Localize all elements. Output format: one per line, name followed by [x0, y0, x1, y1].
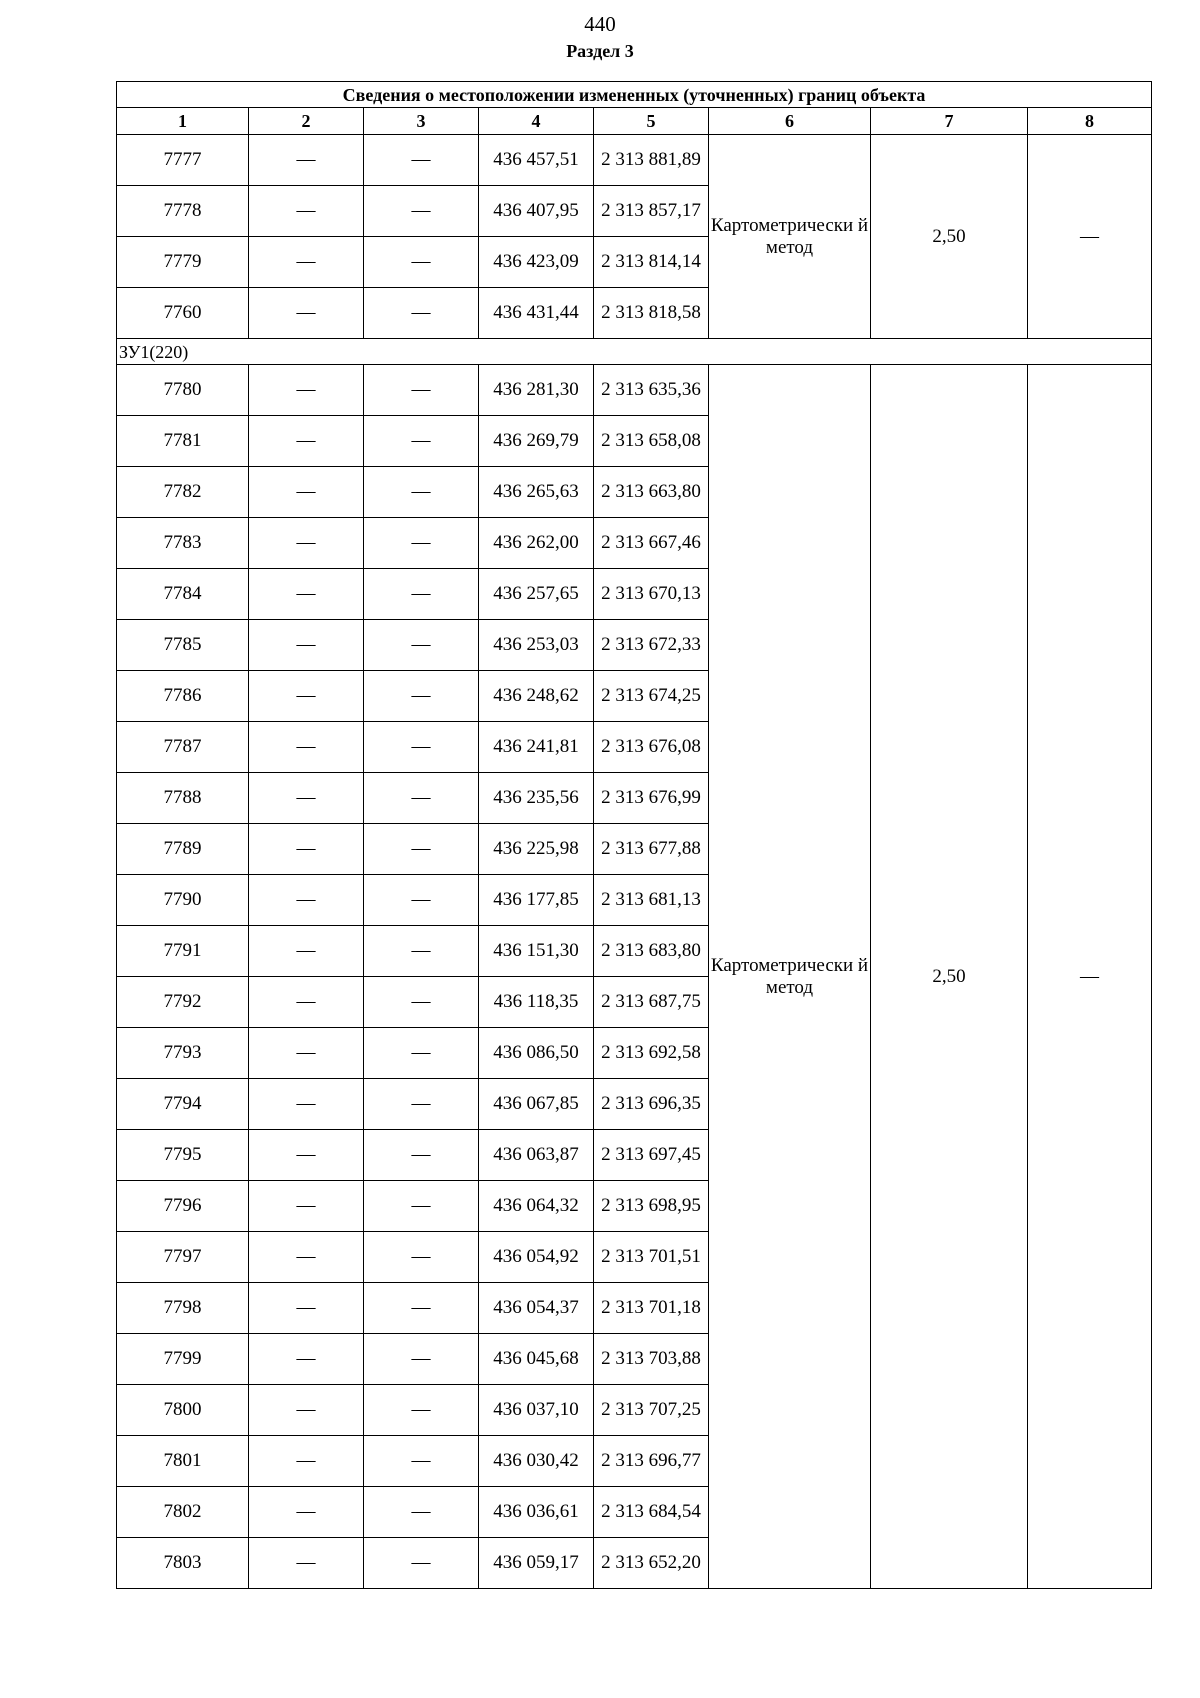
column-2-cell: — [249, 824, 364, 875]
y-coordinate-cell: 2 313 674,25 [594, 671, 709, 722]
point-number-cell: 7799 [117, 1334, 249, 1385]
x-coordinate-cell: 436 067,85 [479, 1079, 594, 1130]
y-coordinate-cell: 2 313 814,14 [594, 237, 709, 288]
column-2-cell: — [249, 135, 364, 186]
point-number-cell: 7785 [117, 620, 249, 671]
y-coordinate-cell: 2 313 818,58 [594, 288, 709, 339]
column-3-cell: — [364, 926, 479, 977]
y-coordinate-cell: 2 313 684,54 [594, 1487, 709, 1538]
column-3-cell: — [364, 1334, 479, 1385]
column-3-cell: — [364, 365, 479, 416]
column-2-cell: — [249, 1487, 364, 1538]
group-label-row [117, 339, 1152, 365]
column-2-cell: — [249, 671, 364, 722]
column-2-cell: — [249, 1028, 364, 1079]
x-coordinate-cell: 436 086,50 [479, 1028, 594, 1079]
point-number-cell: 7780 [117, 365, 249, 416]
column-2-cell: — [249, 569, 364, 620]
point-number-cell: 7760 [117, 288, 249, 339]
column-3-cell: — [364, 722, 479, 773]
column-3-cell: — [364, 1079, 479, 1130]
accuracy-cell: 2,50 [871, 365, 1028, 1589]
x-coordinate-cell: 436 262,00 [479, 518, 594, 569]
point-number-cell: 7782 [117, 467, 249, 518]
x-coordinate-cell: 436 064,32 [479, 1181, 594, 1232]
column-3-cell: — [364, 1385, 479, 1436]
point-number-cell: 7790 [117, 875, 249, 926]
point-number-cell: 7778 [117, 186, 249, 237]
y-coordinate-cell: 2 313 696,35 [594, 1079, 709, 1130]
column-2-cell: — [249, 288, 364, 339]
column-2-cell: — [249, 977, 364, 1028]
y-coordinate-cell: 2 313 697,45 [594, 1130, 709, 1181]
x-coordinate-cell: 436 241,81 [479, 722, 594, 773]
table-caption: Сведения о местоположении измененных (уточненных) границ объекта [117, 82, 1152, 108]
column-2-cell: — [249, 1385, 364, 1436]
point-number-cell: 7786 [117, 671, 249, 722]
column-2-cell: — [249, 518, 364, 569]
point-number-cell: 7796 [117, 1181, 249, 1232]
table-row [117, 135, 1152, 186]
y-coordinate-cell: 2 313 701,51 [594, 1232, 709, 1283]
y-coordinate-cell: 2 313 696,77 [594, 1436, 709, 1487]
y-coordinate-cell: 2 313 635,36 [594, 365, 709, 416]
point-number-cell: 7795 [117, 1130, 249, 1181]
column-2-cell: — [249, 773, 364, 824]
column-3-cell: — [364, 237, 479, 288]
column-header: 8 [1028, 108, 1152, 135]
column-3-cell: — [364, 1487, 479, 1538]
column-3-cell: — [364, 1130, 479, 1181]
y-coordinate-cell: 2 313 701,18 [594, 1283, 709, 1334]
x-coordinate-cell: 436 457,51 [479, 135, 594, 186]
section-title: Раздел 3 [566, 41, 634, 61]
column-2-cell: — [249, 237, 364, 288]
y-coordinate-cell: 2 313 692,58 [594, 1028, 709, 1079]
y-coordinate-cell: 2 313 652,20 [594, 1538, 709, 1589]
point-number-cell: 7789 [117, 824, 249, 875]
column-2-cell: — [249, 365, 364, 416]
column-3-cell: — [364, 1028, 479, 1079]
x-coordinate-cell: 436 407,95 [479, 186, 594, 237]
column-2-cell: — [249, 1181, 364, 1232]
x-coordinate-cell: 436 063,87 [479, 1130, 594, 1181]
column-2-cell: — [249, 1538, 364, 1589]
method-cell: Картометрически й метод [709, 365, 871, 1589]
column-header: 4 [479, 108, 594, 135]
x-coordinate-cell: 436 248,62 [479, 671, 594, 722]
column-8-cell: — [1028, 365, 1152, 1589]
y-coordinate-cell: 2 313 663,80 [594, 467, 709, 518]
column-3-cell: — [364, 518, 479, 569]
y-coordinate-cell: 2 313 681,13 [594, 875, 709, 926]
group-label: ЗУ1(220) [117, 339, 1152, 365]
x-coordinate-cell: 436 253,03 [479, 620, 594, 671]
point-number-cell: 7798 [117, 1283, 249, 1334]
point-number-cell: 7801 [117, 1436, 249, 1487]
x-coordinate-cell: 436 054,92 [479, 1232, 594, 1283]
y-coordinate-cell: 2 313 658,08 [594, 416, 709, 467]
point-number-cell: 7802 [117, 1487, 249, 1538]
column-3-cell: — [364, 1283, 479, 1334]
accuracy-cell: 2,50 [871, 135, 1028, 339]
column-3-cell: — [364, 416, 479, 467]
x-coordinate-cell: 436 036,61 [479, 1487, 594, 1538]
y-coordinate-cell: 2 313 881,89 [594, 135, 709, 186]
x-coordinate-cell: 436 030,42 [479, 1436, 594, 1487]
column-2-cell: — [249, 620, 364, 671]
column-2-cell: — [249, 1232, 364, 1283]
column-3-cell: — [364, 1232, 479, 1283]
point-number-cell: 7792 [117, 977, 249, 1028]
y-coordinate-cell: 2 313 676,08 [594, 722, 709, 773]
column-8-cell: — [1028, 135, 1152, 339]
x-coordinate-cell: 436 281,30 [479, 365, 594, 416]
column-header: 1 [117, 108, 249, 135]
column-2-cell: — [249, 1130, 364, 1181]
column-2-cell: — [249, 926, 364, 977]
x-coordinate-cell: 436 177,85 [479, 875, 594, 926]
page-number: 440 [584, 12, 616, 36]
x-coordinate-cell: 436 269,79 [479, 416, 594, 467]
column-3-cell: — [364, 773, 479, 824]
column-3-cell: — [364, 977, 479, 1028]
y-coordinate-cell: 2 313 672,33 [594, 620, 709, 671]
column-2-cell: — [249, 1283, 364, 1334]
point-number-cell: 7781 [117, 416, 249, 467]
y-coordinate-cell: 2 313 707,25 [594, 1385, 709, 1436]
y-coordinate-cell: 2 313 683,80 [594, 926, 709, 977]
y-coordinate-cell: 2 313 703,88 [594, 1334, 709, 1385]
x-coordinate-cell: 436 423,09 [479, 237, 594, 288]
column-3-cell: — [364, 1436, 479, 1487]
point-number-cell: 7779 [117, 237, 249, 288]
column-2-cell: — [249, 1079, 364, 1130]
point-number-cell: 7788 [117, 773, 249, 824]
point-number-cell: 7800 [117, 1385, 249, 1436]
column-header: 2 [249, 108, 364, 135]
point-number-cell: 7777 [117, 135, 249, 186]
column-2-cell: — [249, 1436, 364, 1487]
point-number-cell: 7784 [117, 569, 249, 620]
column-3-cell: — [364, 186, 479, 237]
x-coordinate-cell: 436 045,68 [479, 1334, 594, 1385]
y-coordinate-cell: 2 313 677,88 [594, 824, 709, 875]
column-3-cell: — [364, 875, 479, 926]
column-header: 7 [871, 108, 1028, 135]
column-2-cell: — [249, 722, 364, 773]
point-number-cell: 7794 [117, 1079, 249, 1130]
column-header: 6 [709, 108, 871, 135]
column-3-cell: — [364, 1538, 479, 1589]
x-coordinate-cell: 436 235,56 [479, 773, 594, 824]
y-coordinate-cell: 2 313 670,13 [594, 569, 709, 620]
column-2-cell: — [249, 875, 364, 926]
column-header: 3 [364, 108, 479, 135]
column-3-cell: — [364, 569, 479, 620]
x-coordinate-cell: 436 059,17 [479, 1538, 594, 1589]
coordinates-table [116, 81, 1152, 1589]
y-coordinate-cell: 2 313 676,99 [594, 773, 709, 824]
point-number-cell: 7787 [117, 722, 249, 773]
x-coordinate-cell: 436 257,65 [479, 569, 594, 620]
table-row [117, 365, 1152, 416]
column-2-cell: — [249, 186, 364, 237]
column-2-cell: — [249, 1334, 364, 1385]
column-header: 5 [594, 108, 709, 135]
column-3-cell: — [364, 135, 479, 186]
column-2-cell: — [249, 416, 364, 467]
column-3-cell: — [364, 288, 479, 339]
column-3-cell: — [364, 1181, 479, 1232]
column-3-cell: — [364, 671, 479, 722]
y-coordinate-cell: 2 313 667,46 [594, 518, 709, 569]
column-3-cell: — [364, 467, 479, 518]
y-coordinate-cell: 2 313 857,17 [594, 186, 709, 237]
x-coordinate-cell: 436 225,98 [479, 824, 594, 875]
point-number-cell: 7791 [117, 926, 249, 977]
column-2-cell: — [249, 467, 364, 518]
x-coordinate-cell: 436 151,30 [479, 926, 594, 977]
x-coordinate-cell: 436 265,63 [479, 467, 594, 518]
x-coordinate-cell: 436 037,10 [479, 1385, 594, 1436]
column-header-row [117, 108, 1152, 135]
column-3-cell: — [364, 824, 479, 875]
y-coordinate-cell: 2 313 698,95 [594, 1181, 709, 1232]
x-coordinate-cell: 436 054,37 [479, 1283, 594, 1334]
point-number-cell: 7783 [117, 518, 249, 569]
point-number-cell: 7803 [117, 1538, 249, 1589]
method-cell: Картометрически й метод [709, 135, 871, 339]
y-coordinate-cell: 2 313 687,75 [594, 977, 709, 1028]
x-coordinate-cell: 436 431,44 [479, 288, 594, 339]
x-coordinate-cell: 436 118,35 [479, 977, 594, 1028]
point-number-cell: 7793 [117, 1028, 249, 1079]
column-3-cell: — [364, 620, 479, 671]
point-number-cell: 7797 [117, 1232, 249, 1283]
